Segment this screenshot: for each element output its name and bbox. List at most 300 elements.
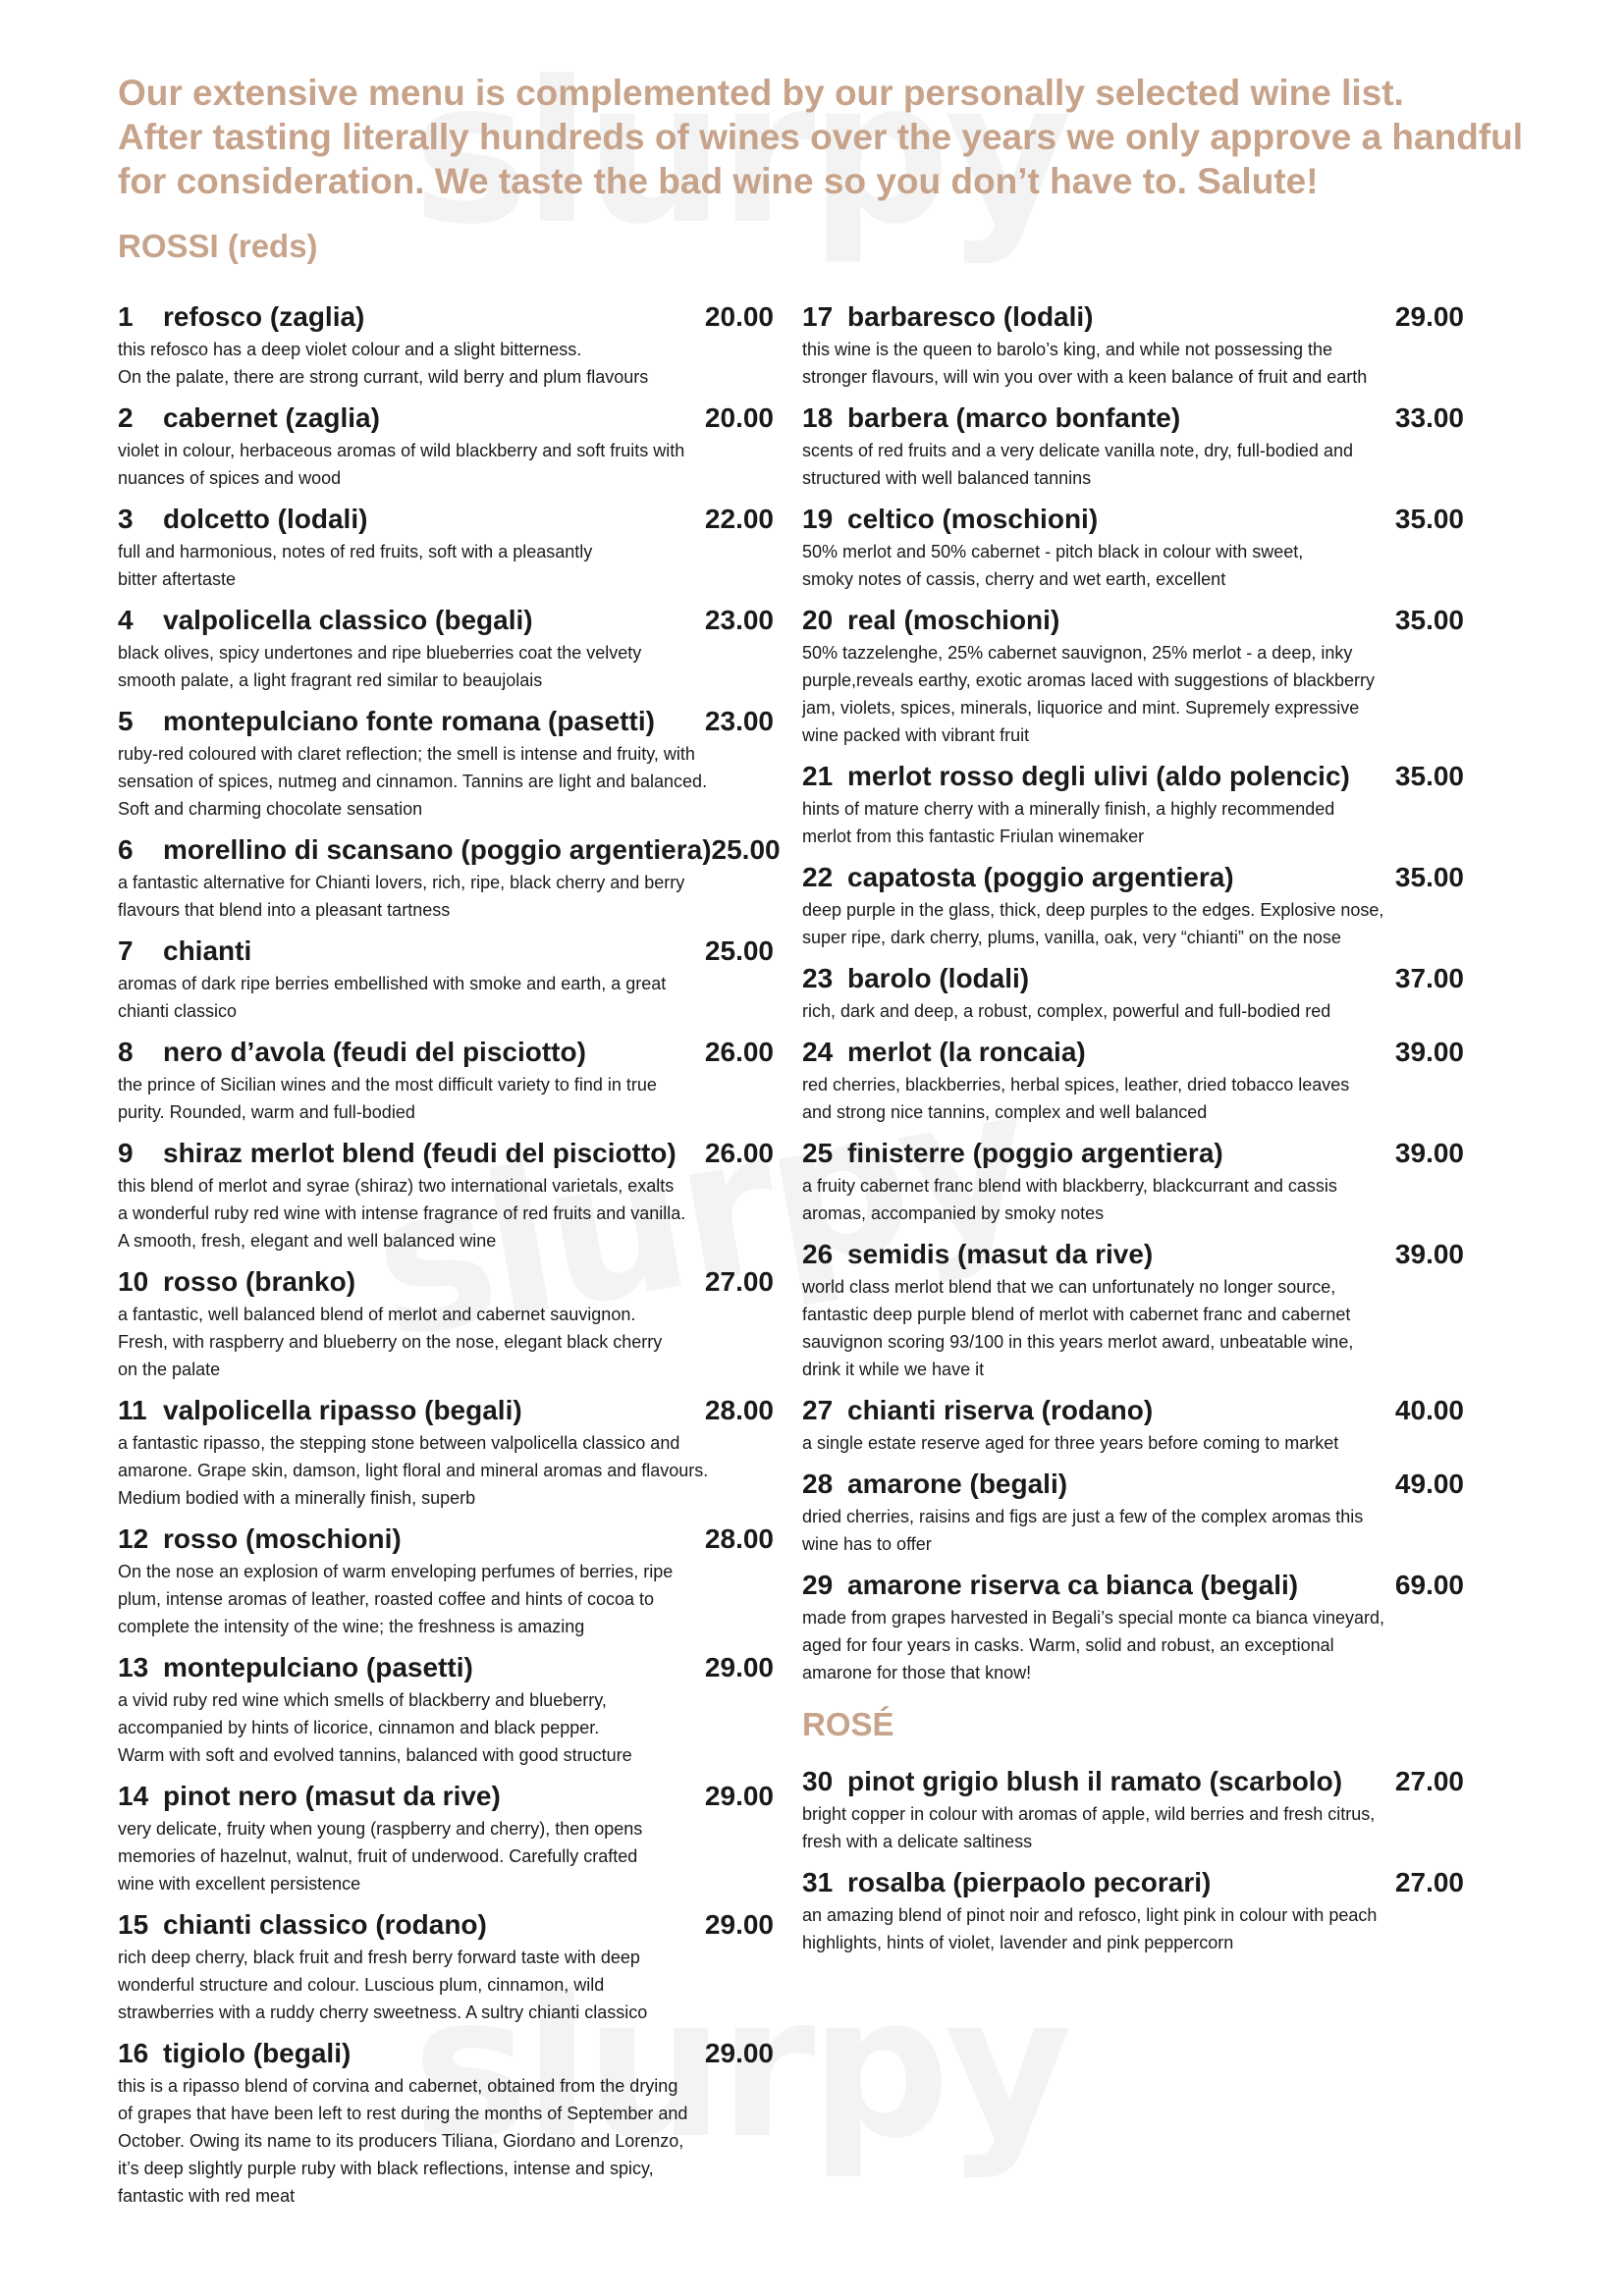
wine-description-line: hints of mature cherry with a minerally finish, a highly recommended bbox=[802, 799, 1335, 819]
wine-description-line: and strong nice tannins, complex and well balanced bbox=[802, 1102, 1208, 1122]
wine-description-line: Fresh, with raspberry and blueberry on the nose, elegant black cherry bbox=[118, 1332, 663, 1352]
wine-name: valpolicella ripasso (begali) bbox=[163, 1395, 522, 1425]
wine-column-rose bbox=[802, 1763, 1464, 1965]
wine-title bbox=[802, 1864, 1211, 1901]
wine-description-line: deep purple in the glass, thick, deep purples to the edges. Explosive nose, bbox=[802, 900, 1384, 920]
wine-column-right bbox=[802, 298, 1464, 1695]
wine-description-line: world class merlot blend that we can unfortunately no longer source, bbox=[802, 1277, 1336, 1297]
wine-entry bbox=[118, 703, 774, 823]
wine-header bbox=[118, 1906, 774, 1944]
wine-price: 35.00 bbox=[1394, 761, 1464, 791]
wine-price: 40.00 bbox=[1394, 1395, 1464, 1425]
wine-description-line: a fruity cabernet franc blend with blackberry, blackcurrant and cassis bbox=[802, 1176, 1337, 1196]
wine-header bbox=[802, 1763, 1464, 1800]
wine-name: shiraz merlot blend (feudi del pisciotto) bbox=[163, 1138, 677, 1168]
wine-description-line: flavours that blend into a pleasant tartness bbox=[118, 900, 451, 920]
wine-number: 24 bbox=[802, 1037, 834, 1067]
wine-price: 23.00 bbox=[704, 706, 774, 736]
wine-description-line: wine with excellent persistence bbox=[118, 1874, 361, 1894]
wine-description bbox=[118, 1071, 707, 1126]
wine-header bbox=[118, 831, 781, 869]
wine-price: 20.00 bbox=[704, 301, 774, 332]
wine-description-line: a wonderful ruby red wine with intense fragrance of red fruits and vanilla. bbox=[118, 1203, 686, 1223]
wine-number: 22 bbox=[802, 862, 834, 892]
section-heading-rose: ROSÉ bbox=[802, 1706, 894, 1742]
wine-name: nero d’avola (feudi del pisciotto) bbox=[163, 1037, 586, 1067]
wine-name: dolcetto (lodali) bbox=[163, 504, 368, 534]
wine-entry bbox=[118, 400, 774, 492]
wine-description-line: stronger flavours, will win you over with a keen balance of fruit and earth bbox=[802, 367, 1368, 387]
wine-price: 26.00 bbox=[704, 1138, 774, 1168]
wine-description-line: this refosco has a deep violet colour and a slight bitterness. bbox=[118, 340, 582, 359]
wine-header bbox=[118, 933, 774, 970]
wine-description-line: smooth palate, a light fragrant red similar to beaujolais bbox=[118, 670, 543, 690]
wine-name: amarone (begali) bbox=[847, 1468, 1068, 1499]
wine-price: 27.00 bbox=[704, 1266, 774, 1297]
wine-entry bbox=[802, 758, 1464, 850]
wine-title bbox=[118, 1034, 586, 1071]
wine-description bbox=[802, 1503, 1381, 1558]
wine-number: 2 bbox=[118, 402, 134, 433]
wine-description bbox=[118, 970, 707, 1025]
wine-description bbox=[802, 1071, 1381, 1126]
wine-description-line: 50% tazzelenghe, 25% cabernet sauvignon, 25% merlot - a deep, inky bbox=[802, 643, 1353, 663]
wine-description-line: October. Owing its name to its producers Tiliana, Giordano and Lorenzo, bbox=[118, 2131, 684, 2151]
wine-description-line: Medium bodied with a minerally finish, superb bbox=[118, 1488, 476, 1508]
wine-description bbox=[802, 1800, 1381, 1855]
wine-name: finisterre (poggio argentiera) bbox=[847, 1138, 1223, 1168]
wine-title bbox=[118, 501, 367, 538]
wine-number: 30 bbox=[802, 1766, 834, 1796]
wine-description-line: jam, violets, spices, minerals, liquorice and mint. Supremely expressive bbox=[802, 698, 1360, 718]
wine-number: 4 bbox=[118, 605, 134, 635]
wine-description bbox=[802, 1901, 1381, 1956]
wine-entry bbox=[802, 960, 1464, 1025]
wine-description-line: made from grapes harvested in Begali’s special monte ca bianca vineyard, bbox=[802, 1608, 1384, 1628]
wine-name: pinot grigio blush il ramato (scarbolo) bbox=[847, 1766, 1343, 1796]
wine-title bbox=[118, 2035, 351, 2072]
wine-header bbox=[802, 602, 1464, 639]
wine-description-line: On the palate, there are strong currant, wild berry and plum flavours bbox=[118, 367, 649, 387]
wine-price: 35.00 bbox=[1394, 605, 1464, 635]
wine-description-line: amarone. Grape skin, damson, light floral and mineral aromas and flavours. bbox=[118, 1461, 709, 1480]
wine-description-line: a vivid ruby red wine which smells of blackberry and blueberry, bbox=[118, 1690, 607, 1710]
wine-entry bbox=[118, 1778, 774, 1897]
wine-title bbox=[118, 831, 712, 869]
wine-number: 16 bbox=[118, 2038, 149, 2068]
wine-description-line: a fantastic alternative for Chianti lovers, rich, ripe, black cherry and berry bbox=[118, 873, 685, 892]
wine-name: tigiolo (begali) bbox=[163, 2038, 352, 2068]
wine-description bbox=[802, 437, 1381, 492]
wine-number: 10 bbox=[118, 1266, 149, 1297]
wine-header bbox=[802, 1135, 1464, 1172]
wine-price: 29.00 bbox=[704, 1781, 774, 1811]
wine-header bbox=[802, 960, 1464, 997]
wine-description-line: fantastic with red meat bbox=[118, 2186, 296, 2206]
wine-name: montepulciano (pasetti) bbox=[163, 1652, 473, 1682]
wine-price: 20.00 bbox=[704, 402, 774, 433]
wine-description-line: bright copper in colour with aromas of apple, wild berries and fresh citrus, bbox=[802, 1804, 1376, 1824]
wine-name: cabernet (zaglia) bbox=[163, 402, 380, 433]
wine-price: 29.00 bbox=[1394, 301, 1464, 332]
wine-description-line: black olives, spicy undertones and ripe blueberries coat the velvety bbox=[118, 643, 642, 663]
wine-name: chianti riserva (rodano) bbox=[847, 1395, 1154, 1425]
wine-name: barbaresco (lodali) bbox=[847, 301, 1094, 332]
wine-header bbox=[802, 758, 1464, 795]
wine-name: refosco (zaglia) bbox=[163, 301, 365, 332]
wine-header bbox=[118, 602, 774, 639]
wine-description-line: amarone for those that know! bbox=[802, 1663, 1032, 1682]
wine-description bbox=[802, 639, 1381, 749]
wine-entry bbox=[118, 1034, 774, 1126]
wine-number: 1 bbox=[118, 301, 134, 332]
wine-name: merlot (la roncaia) bbox=[847, 1037, 1086, 1067]
wine-number: 27 bbox=[802, 1395, 834, 1425]
wine-header bbox=[118, 1263, 774, 1301]
wine-description-line: sauvignon scoring 93/100 in this years merlot award, unbeatable wine, bbox=[802, 1332, 1354, 1352]
wine-number: 14 bbox=[118, 1781, 149, 1811]
wine-price: 28.00 bbox=[704, 1523, 774, 1554]
wine-name: morellino di scansano (poggio argentiera) bbox=[163, 834, 712, 865]
wine-title bbox=[802, 758, 1350, 795]
wine-number: 17 bbox=[802, 301, 834, 332]
wine-description-line: a single estate reserve aged for three years before coming to market bbox=[802, 1433, 1339, 1453]
wine-number: 29 bbox=[802, 1570, 834, 1600]
wine-entry bbox=[118, 1135, 774, 1255]
wine-entry bbox=[802, 1864, 1464, 1956]
wine-number: 18 bbox=[802, 402, 834, 433]
wine-description-line: wonderful structure and colour. Luscious plum, cinnamon, wild bbox=[118, 1975, 605, 1995]
wine-name: capatosta (poggio argentiera) bbox=[847, 862, 1234, 892]
wine-description-line: rich, dark and deep, a robust, complex, powerful and full-bodied red bbox=[802, 1001, 1331, 1021]
wine-title bbox=[802, 1236, 1153, 1273]
wine-entry bbox=[118, 933, 774, 1025]
wine-entry bbox=[118, 1392, 774, 1512]
wine-entry bbox=[118, 298, 774, 391]
wine-title bbox=[802, 1466, 1067, 1503]
wine-entry bbox=[118, 1649, 774, 1769]
wine-description-line: violet in colour, herbaceous aromas of wild blackberry and soft fruits with bbox=[118, 441, 685, 460]
wine-description bbox=[802, 795, 1381, 850]
wine-description-line: complete the intensity of the wine; the freshness is amazing bbox=[118, 1617, 585, 1636]
wine-description bbox=[118, 1686, 707, 1769]
wine-title bbox=[802, 859, 1234, 896]
wine-description bbox=[802, 538, 1381, 593]
wine-title bbox=[802, 1567, 1298, 1604]
wine-entry bbox=[118, 831, 781, 924]
wine-description bbox=[802, 1604, 1384, 1686]
wine-entry bbox=[802, 859, 1464, 951]
wine-name: valpolicella classico (begali) bbox=[163, 605, 533, 635]
wine-description bbox=[802, 1429, 1381, 1457]
wine-description bbox=[802, 336, 1381, 391]
wine-description bbox=[802, 1273, 1381, 1383]
wine-name: rosalba (pierpaolo pecorari) bbox=[847, 1867, 1212, 1897]
wine-number: 25 bbox=[802, 1138, 834, 1168]
wine-description-line: aromas of dark ripe berries embellished with smoke and earth, a great bbox=[118, 974, 667, 993]
wine-header bbox=[118, 1392, 774, 1429]
wine-title bbox=[118, 298, 364, 336]
wine-title bbox=[802, 1135, 1223, 1172]
wine-number: 19 bbox=[802, 504, 834, 534]
wine-entry bbox=[118, 2035, 774, 2210]
wine-description bbox=[802, 896, 1384, 951]
wine-description-line: it’s deep slightly purple ruby with black reflections, intense and spicy, bbox=[118, 2159, 654, 2178]
wine-description-line: structured with well balanced tannins bbox=[802, 468, 1092, 488]
wine-description bbox=[118, 740, 707, 823]
wine-entry bbox=[118, 602, 774, 694]
wine-header bbox=[802, 1466, 1464, 1503]
wine-number: 6 bbox=[118, 834, 134, 865]
wine-header bbox=[802, 859, 1464, 896]
wine-price: 25.00 bbox=[711, 834, 781, 865]
wine-price: 35.00 bbox=[1394, 504, 1464, 534]
wine-description-line: drink it while we have it bbox=[802, 1360, 985, 1379]
wine-title bbox=[802, 960, 1029, 997]
wine-number: 12 bbox=[118, 1523, 149, 1554]
wine-price: 33.00 bbox=[1394, 402, 1464, 433]
wine-number: 3 bbox=[118, 504, 134, 534]
wine-number: 28 bbox=[802, 1468, 834, 1499]
wine-entry bbox=[802, 400, 1464, 492]
wine-description-line: highlights, hints of violet, lavender and pink peppercorn bbox=[802, 1933, 1234, 1952]
wine-description bbox=[118, 869, 707, 924]
wine-number: 9 bbox=[118, 1138, 134, 1168]
wine-name: chianti classico (rodano) bbox=[163, 1909, 487, 1940]
wine-title bbox=[118, 1906, 487, 1944]
wine-description-line: sensation of spices, nutmeg and cinnamon. Tannins are light and balanced. bbox=[118, 772, 708, 791]
wine-entry bbox=[118, 1263, 774, 1383]
wine-description-line: on the palate bbox=[118, 1360, 221, 1379]
wine-header bbox=[118, 2035, 774, 2072]
wine-number: 26 bbox=[802, 1239, 834, 1269]
wine-title bbox=[118, 1649, 473, 1686]
wine-title bbox=[802, 501, 1098, 538]
wine-description bbox=[118, 1172, 707, 1255]
wine-entry bbox=[802, 1567, 1464, 1686]
wine-name: pinot nero (masut da rive) bbox=[163, 1781, 501, 1811]
section-heading-rossi: ROSSI (reds) bbox=[118, 228, 318, 264]
wine-description-line: merlot from this fantastic Friulan winemaker bbox=[802, 827, 1145, 846]
wine-title bbox=[118, 703, 655, 740]
wine-number: 8 bbox=[118, 1037, 134, 1067]
wine-description-line: plum, intense aromas of leather, roasted coffee and hints of cocoa to bbox=[118, 1589, 655, 1609]
wine-description-line: this is a ripasso blend of corvina and cabernet, obtained from the drying bbox=[118, 2076, 678, 2096]
wine-name: rosso (moschioni) bbox=[163, 1523, 402, 1554]
wine-description-line: wine has to offer bbox=[802, 1534, 932, 1554]
wine-number: 23 bbox=[802, 963, 834, 993]
wine-header bbox=[802, 1236, 1464, 1273]
wine-price: 29.00 bbox=[704, 2038, 774, 2068]
wine-description-line: this wine is the queen to barolo’s king, and while not possessing the bbox=[802, 340, 1333, 359]
wine-description-line: an amazing blend of pinot noir and refosco, light pink in colour with peach bbox=[802, 1905, 1378, 1925]
wine-entry bbox=[118, 1521, 774, 1640]
wine-name: real (moschioni) bbox=[847, 605, 1060, 635]
wine-number: 7 bbox=[118, 935, 134, 966]
wine-entry bbox=[118, 1906, 774, 2026]
wine-description bbox=[802, 997, 1381, 1025]
intro-line: for consideration. We taste the bad wine so you don’t have to. Salute! bbox=[118, 161, 1319, 201]
wine-column-left bbox=[118, 298, 781, 2218]
wine-number: 11 bbox=[118, 1395, 147, 1425]
wine-description-line: a fantastic ripasso, the stepping stone between valpolicella classico and bbox=[118, 1433, 680, 1453]
intro-line: Our extensive menu is complemented by our personally selected wine list. bbox=[118, 73, 1404, 113]
wine-description-line: full and harmonious, notes of red fruits, soft with a pleasantly bbox=[118, 542, 593, 561]
wine-description-line: strawberries with a ruddy cherry sweetness. A sultry chianti classico bbox=[118, 2002, 648, 2022]
wine-title bbox=[118, 933, 251, 970]
wine-description-line: ruby-red coloured with claret reflection; the smell is intense and fruity, with bbox=[118, 744, 695, 764]
wine-description bbox=[118, 2072, 707, 2210]
wine-description-line: chianti classico bbox=[118, 1001, 238, 1021]
intro-text bbox=[118, 71, 1542, 203]
wine-price: 35.00 bbox=[1394, 862, 1464, 892]
wine-title bbox=[118, 1392, 522, 1429]
wine-price: 39.00 bbox=[1394, 1138, 1464, 1168]
wine-description-line: bitter aftertaste bbox=[118, 569, 237, 589]
wine-header bbox=[118, 1521, 774, 1558]
wine-number: 20 bbox=[802, 605, 834, 635]
wine-price: 23.00 bbox=[704, 605, 774, 635]
wine-header bbox=[802, 298, 1464, 336]
wine-entry bbox=[802, 1763, 1464, 1855]
wine-description bbox=[118, 538, 707, 593]
wine-name: chianti bbox=[163, 935, 252, 966]
wine-title bbox=[118, 1263, 355, 1301]
wine-name: montepulciano fonte romana (pasetti) bbox=[163, 706, 655, 736]
wine-header bbox=[802, 1392, 1464, 1429]
wine-title bbox=[802, 400, 1180, 437]
wine-price: 26.00 bbox=[704, 1037, 774, 1067]
wine-entry bbox=[118, 501, 774, 593]
wine-description bbox=[118, 639, 707, 694]
wine-description-line: super ripe, dark cherry, plums, vanilla, oak, very “chianti” on the nose bbox=[802, 928, 1341, 947]
wine-entry bbox=[802, 1466, 1464, 1558]
wine-name: merlot rosso degli ulivi (aldo polencic) bbox=[847, 761, 1350, 791]
wine-description-line: wine packed with vibrant fruit bbox=[802, 725, 1030, 745]
wine-header bbox=[802, 1864, 1464, 1901]
wine-title bbox=[802, 298, 1094, 336]
wine-entry bbox=[802, 298, 1464, 391]
wine-header bbox=[118, 298, 774, 336]
wine-entry bbox=[802, 1236, 1464, 1383]
wine-description-line: aromas, accompanied by smoky notes bbox=[802, 1203, 1105, 1223]
wine-description bbox=[118, 437, 707, 492]
intro-line: After tasting literally hundreds of wines over the years we only approve a handful bbox=[118, 117, 1524, 157]
wine-header bbox=[118, 400, 774, 437]
wine-header bbox=[802, 1567, 1464, 1604]
wine-price: 25.00 bbox=[704, 935, 774, 966]
wine-description-line: scents of red fruits and a very delicate vanilla note, dry, full-bodied and bbox=[802, 441, 1353, 460]
wine-header bbox=[802, 501, 1464, 538]
wine-description-line: 50% merlot and 50% cabernet - pitch black in colour with sweet, bbox=[802, 542, 1304, 561]
wine-title bbox=[802, 602, 1059, 639]
wine-description-line: memories of hazelnut, walnut, fruit of underwood. Carefully crafted bbox=[118, 1846, 638, 1866]
wine-description-line: the prince of Sicilian wines and the most difficult variety to find in true bbox=[118, 1075, 657, 1095]
wine-title bbox=[802, 1034, 1086, 1071]
wine-description-line: A smooth, fresh, elegant and well balanced wine bbox=[118, 1231, 497, 1251]
wine-name: barolo (lodali) bbox=[847, 963, 1030, 993]
wine-name: celtico (moschioni) bbox=[847, 504, 1099, 534]
wine-entry bbox=[802, 501, 1464, 593]
wine-description bbox=[118, 1558, 707, 1640]
wine-header bbox=[118, 1649, 774, 1686]
wine-header bbox=[802, 1034, 1464, 1071]
wine-description bbox=[118, 1944, 707, 2026]
wine-header bbox=[118, 1135, 774, 1172]
wine-name: semidis (masut da rive) bbox=[847, 1239, 1154, 1269]
wine-number: 21 bbox=[802, 761, 834, 791]
wine-price: 29.00 bbox=[704, 1652, 774, 1682]
wine-header bbox=[118, 1034, 774, 1071]
wine-header bbox=[118, 501, 774, 538]
wine-title bbox=[118, 1135, 677, 1172]
wine-price: 69.00 bbox=[1394, 1570, 1464, 1600]
wine-description-line: dried cherries, raisins and figs are just a few of the complex aromas this bbox=[802, 1507, 1364, 1526]
wine-description bbox=[118, 1815, 707, 1897]
wine-description-line: accompanied by hints of licorice, cinnamon and black pepper. bbox=[118, 1718, 600, 1737]
wine-title bbox=[118, 602, 533, 639]
wine-price: 22.00 bbox=[704, 504, 774, 534]
wine-number: 13 bbox=[118, 1652, 149, 1682]
wine-price: 28.00 bbox=[704, 1395, 774, 1425]
wine-title bbox=[118, 1778, 501, 1815]
wine-description-line: fantastic deep purple blend of merlot with cabernet franc and cabernet bbox=[802, 1305, 1351, 1324]
wine-description-line: smoky notes of cassis, cherry and wet earth, excellent bbox=[802, 569, 1226, 589]
wine-description bbox=[118, 1429, 707, 1512]
wine-description bbox=[118, 1301, 707, 1383]
wine-description-line: a fantastic, well balanced blend of merlot and cabernet sauvignon. bbox=[118, 1305, 636, 1324]
wine-number: 15 bbox=[118, 1909, 149, 1940]
wine-price: 39.00 bbox=[1394, 1037, 1464, 1067]
wine-description-line: purity. Rounded, warm and full-bodied bbox=[118, 1102, 415, 1122]
wine-header bbox=[118, 1778, 774, 1815]
wine-title bbox=[118, 400, 380, 437]
wine-price: 27.00 bbox=[1394, 1867, 1464, 1897]
wine-price: 27.00 bbox=[1394, 1766, 1464, 1796]
wine-description-line: very delicate, fruity when young (raspberry and cherry), then opens bbox=[118, 1819, 643, 1839]
wine-description-line: fresh with a delicate saltiness bbox=[802, 1832, 1033, 1851]
wine-description-line: purple,reveals earthy, exotic aromas laced with suggestions of blackberry bbox=[802, 670, 1375, 690]
wine-description bbox=[118, 336, 707, 391]
wine-description-line: this blend of merlot and syrae (shiraz) two international varietals, exalts bbox=[118, 1176, 675, 1196]
wine-description-line: of grapes that have been left to rest during the months of September and bbox=[118, 2104, 688, 2123]
wine-name: amarone riserva ca bianca (begali) bbox=[847, 1570, 1299, 1600]
wine-description-line: Warm with soft and evolved tannins, balanced with good structure bbox=[118, 1745, 632, 1765]
wine-price: 39.00 bbox=[1394, 1239, 1464, 1269]
wine-entry bbox=[802, 1392, 1464, 1457]
wine-header bbox=[802, 400, 1464, 437]
wine-price: 37.00 bbox=[1394, 963, 1464, 993]
wine-entry bbox=[802, 1034, 1464, 1126]
wine-name: barbera (marco bonfante) bbox=[847, 402, 1181, 433]
wine-title bbox=[802, 1763, 1342, 1800]
wine-title bbox=[118, 1521, 402, 1558]
wine-title bbox=[802, 1392, 1153, 1429]
wine-number: 5 bbox=[118, 706, 134, 736]
wine-description-line: aged for four years in casks. Warm, solid and robust, an exceptional bbox=[802, 1635, 1334, 1655]
wine-price: 49.00 bbox=[1394, 1468, 1464, 1499]
wine-entry bbox=[802, 1135, 1464, 1227]
wine-header bbox=[118, 703, 774, 740]
wine-description-line: red cherries, blackberries, herbal spices, leather, dried tobacco leaves bbox=[802, 1075, 1350, 1095]
wine-price: 29.00 bbox=[704, 1909, 774, 1940]
wine-description bbox=[802, 1172, 1381, 1227]
wine-description-line: rich deep cherry, black fruit and fresh berry forward taste with deep bbox=[118, 1948, 640, 1967]
wine-description-line: Soft and charming chocolate sensation bbox=[118, 799, 423, 819]
wine-name: rosso (branko) bbox=[163, 1266, 356, 1297]
wine-number: 31 bbox=[802, 1867, 834, 1897]
wine-description-line: nuances of spices and wood bbox=[118, 468, 342, 488]
